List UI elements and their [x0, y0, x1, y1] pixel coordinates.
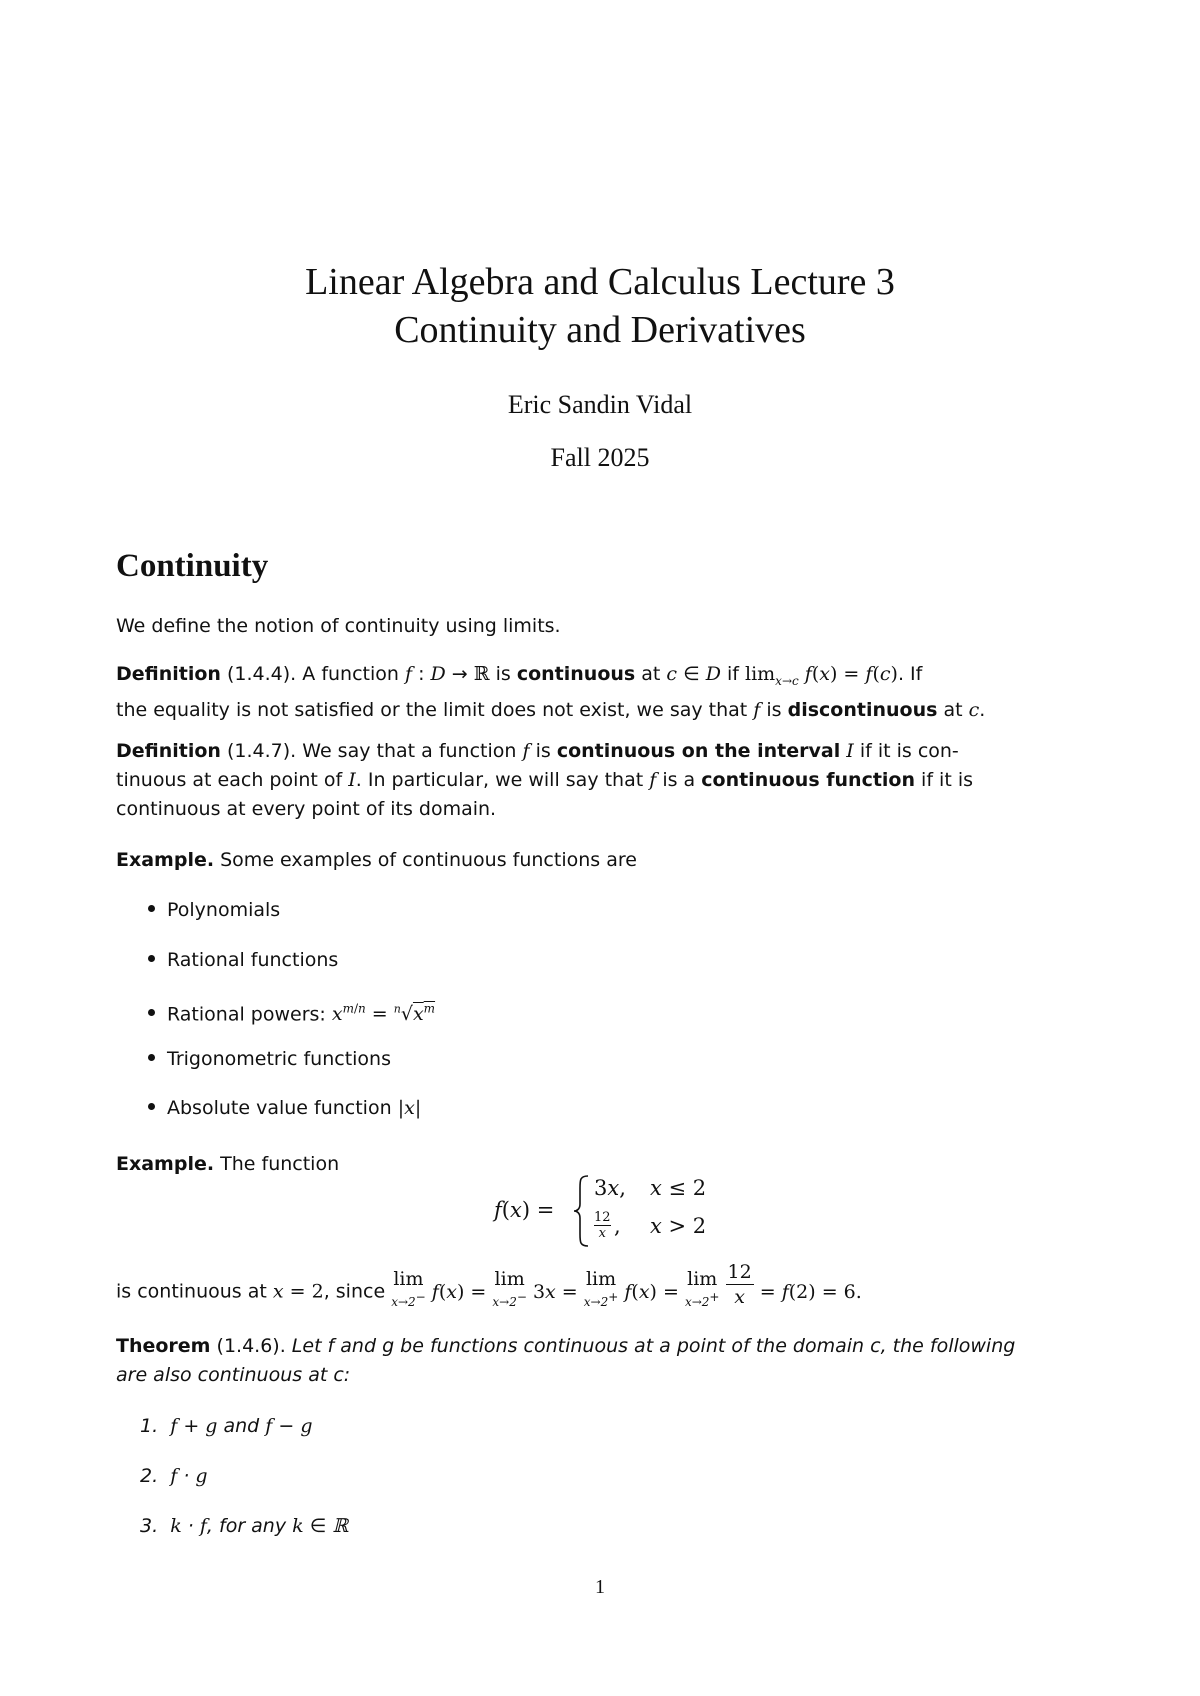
- theorem-list: [140, 1415, 740, 1565]
- piecewise-comma: ,: [614, 1214, 621, 1238]
- example2-text: The function: [220, 1153, 340, 1175]
- def2-t2: is: [535, 740, 551, 762]
- theorem-item-number: 1.: [140, 1415, 159, 1437]
- def1-t1: A function: [302, 663, 399, 685]
- theorem-item-number: 2.: [140, 1465, 159, 1487]
- rational-power-formula: $x^{m/n} = ^n√x^m$: [331, 1002, 436, 1026]
- section-heading: Continuity: [116, 548, 269, 584]
- definition-1: Definition (1.4.4). A function f : D → ℝ is continuous at c ∈ D if $\lim_{x\to c} f(x) = f(c)$. If the equality is not satisfied or the limit does not exist, we say that f is discontinuous at c.: [116, 663, 986, 721]
- piecewise-case2: 12 x: [594, 1210, 611, 1241]
- def1-bold: continuous: [516, 663, 636, 685]
- theorem-item-2: 2. f · g: [140, 1465, 208, 1487]
- list-item-label: Absolute value function: [167, 1097, 392, 1119]
- def2-bold2: continuous function: [701, 769, 915, 791]
- piecewise-cond1: x ≤ 2: [650, 1176, 707, 1200]
- brace-icon: [572, 1174, 590, 1248]
- def1-math-f: f: [404, 663, 413, 685]
- page-number: 1: [595, 1576, 605, 1598]
- def2-line2d: if it is: [921, 769, 973, 791]
- theorem-item-1-text: and: [223, 1415, 260, 1437]
- def2-t3: if it is con-: [859, 740, 959, 762]
- theorem: [116, 1332, 1096, 1390]
- intro-paragraph: [116, 612, 1096, 641]
- example2-label: Example.: [116, 1153, 215, 1175]
- def1-math-D2: D: [705, 663, 721, 685]
- def1-t3: at: [641, 663, 661, 685]
- list-item-label: Rational functions: [167, 949, 339, 971]
- def2-math-I: I: [846, 740, 854, 762]
- def2-bold: continuous on the interval: [556, 740, 841, 762]
- x-equals-2: x = 2: [272, 1280, 324, 1303]
- list-item-label: Rational powers:: [167, 1003, 326, 1026]
- def1-line2b: is: [766, 698, 782, 721]
- list-item-label: Trigonometric functions: [167, 1048, 391, 1070]
- def2-math-I2: I: [348, 769, 356, 791]
- def1-math-D: D: [430, 663, 446, 685]
- def2-line2a: tinuous at each point of: [116, 769, 343, 791]
- def1-t2: is: [495, 663, 511, 685]
- piecewise-case1: 3x,: [594, 1176, 626, 1200]
- def1-bold2: discontinuous: [787, 698, 938, 721]
- def1-math-f2: f: [753, 698, 761, 721]
- piecewise-cond2: x > 2: [650, 1214, 707, 1238]
- abs-value-formula: |x|: [397, 1097, 422, 1119]
- def1-number: (1.4.4).: [227, 663, 297, 685]
- def2-number: (1.4.7).: [227, 740, 297, 762]
- theorem-item-3-text: , for any: [206, 1515, 287, 1537]
- bullet-icon: [148, 1103, 155, 1110]
- def1-t4: if: [726, 663, 739, 685]
- theorem-line2: are also continuous at c:: [116, 1364, 351, 1386]
- def1-math-c-in-D: c: [666, 663, 678, 685]
- example-1: [116, 846, 1096, 875]
- def1-math-c2: c: [968, 698, 980, 721]
- list-item-label: Polynomials: [167, 899, 281, 921]
- definition-2: [116, 737, 1096, 824]
- example1-text: Some examples of continuous functions are: [220, 849, 637, 871]
- intro-text: We define the notion of continuity using limits.: [116, 615, 561, 637]
- theorem-label: Theorem: [116, 1335, 211, 1357]
- def1-math-limit: $\lim_{x\to c} f(x) = f(c)$: [745, 663, 898, 688]
- bullet-icon: [148, 955, 155, 962]
- theorem-item-1: 1. f + g and f − g: [140, 1415, 313, 1437]
- list-item: [148, 995, 435, 1025]
- example1-label: Example.: [116, 849, 215, 871]
- list-item: [148, 896, 280, 926]
- def2-line3: continuous at every point of its domain.: [116, 798, 497, 820]
- author: Eric Sandin Vidal: [507, 390, 693, 419]
- list-item: [148, 1094, 421, 1124]
- example-1-list: [148, 896, 1128, 1136]
- def1-line2c: at: [943, 698, 963, 721]
- list-item: [148, 946, 338, 976]
- continuity-explanation: [116, 1261, 1116, 1317]
- limit-chain: lim x→2− f(x) = lim x→2− 3x = lim x→2+ f(x) = lim x→2+ $\frac{12}{x}$ = f(2) = 6.: [391, 1261, 862, 1309]
- theorem-number: (1.4.6).: [216, 1335, 286, 1357]
- def2-line2c: is a: [662, 769, 696, 791]
- piecewise-function: [490, 1170, 720, 1250]
- date: Fall 2025: [550, 443, 650, 472]
- def1-line2a: the equality is not satisfied or the limit does not exist, we say that: [116, 698, 748, 721]
- def2-math-f2: f: [649, 769, 657, 791]
- def2-label: Definition: [116, 740, 221, 762]
- title-line-2: Continuity and Derivatives: [394, 309, 806, 351]
- bullet-icon: [148, 905, 155, 912]
- def2-line2b: . In particular, we will say that: [355, 769, 644, 791]
- def2-math-f: f: [522, 740, 530, 762]
- bullet-icon: [148, 1054, 155, 1061]
- example2-after-a: is continuous at: [116, 1280, 267, 1303]
- example2-after-b: , since: [323, 1280, 386, 1303]
- def1-t5: . If: [897, 663, 923, 685]
- title-line-1: Linear Algebra and Calculus Lecture 3: [305, 261, 895, 303]
- theorem-item-number: 3.: [140, 1515, 159, 1537]
- def1-label: Definition: [116, 663, 221, 685]
- theorem-item-3: 3. k · f, for any k ∈ ℝ: [140, 1515, 349, 1537]
- list-item: [148, 1045, 391, 1075]
- theorem-line1: Let f and g be functions continuous at a point of the domain c, the following: [291, 1335, 1016, 1357]
- piecewise-lhs: f(x) =: [494, 1198, 555, 1222]
- def1-math-R: ℝ: [473, 663, 490, 685]
- def2-t1: We say that a function: [302, 740, 517, 762]
- title-block: [0, 258, 1200, 354]
- bullet-icon: [148, 1009, 155, 1016]
